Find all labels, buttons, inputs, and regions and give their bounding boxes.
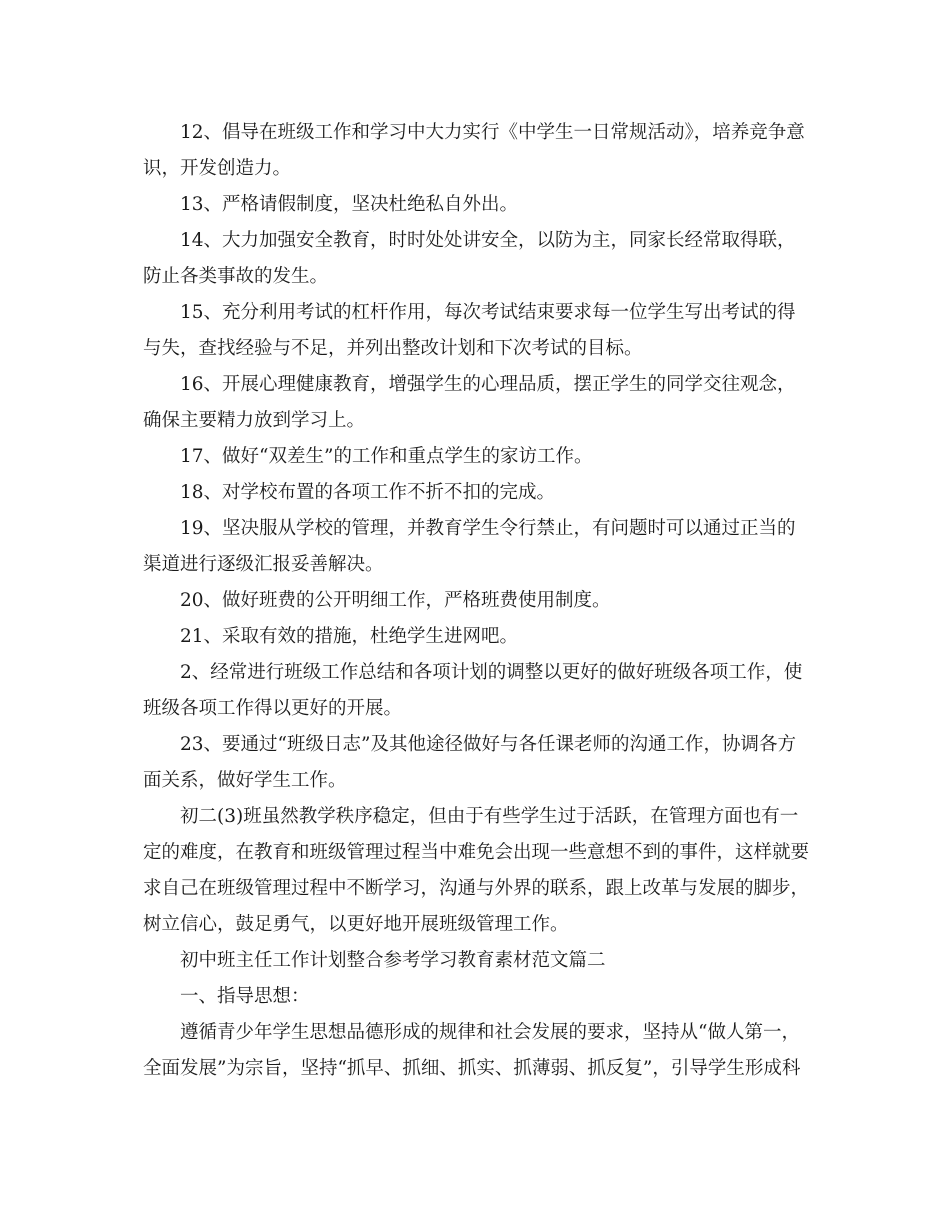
paragraph-item-18: 18、对学校布置的各项工作不折不扣的完成。 [180, 482, 556, 503]
paragraph-guiding-thought: 遵循青少年学生思想品德形成的规律和社会发展的要求，坚持从“做人第一，全面发展”为宗旨，坚持“抓早、抓细、抓实、抓薄弱、抓反复”，引导学生形成科 [143, 1022, 801, 1079]
document-body [143, 115, 809, 1087]
paragraph-item-14: 14、大力加强安全教育，时时处处讲安全，以防为主，同家长经常取得联，防止各类事故的发生。 [143, 230, 796, 287]
paragraph-item-20: 20、做好班费的公开明细工作，严格班费使用制度。 [180, 590, 611, 611]
paragraph-item-21: 21、采取有效的措施，杜绝学生进网吧。 [180, 626, 519, 647]
section-heading: 一、指导思想： [180, 986, 310, 1007]
paragraph-item-23: 23、要通过“班级日志”及其他途径做好与各任课老师的沟通工作，协调各方面关系，做好学生工作。 [143, 734, 796, 791]
paragraph-item-17: 17、做好“双差生”的工作和重点学生的家访工作。 [180, 446, 593, 467]
section-title: 初中班主任工作计划整合参考学习教育素材范文篇二 [180, 950, 606, 971]
paragraph-summary: 初二(3)班虽然教学秩序稳定，但由于有些学生过于活跃，在管理方面也有一定的难度，在教育和班级管理过程当中难免会出现一些意想不到的事件，这样就要求自己在班级管理过程中不断学习，沟通与外界的联系，跟上改革与发展的脚步，树立信心，鼓足勇气，以更好地开展班级管理工作。 [143, 806, 810, 935]
paragraph-item-16: 16、开展心理健康教育，增强学生的心理品质，摆正学生的同学交往观念，确保主要精力放到学习上。 [143, 374, 796, 431]
paragraph-item-2: 2、经常进行班级工作总结和各项计划的调整以更好的做好班级各项工作，使班级各项工作得以更好的开展。 [143, 662, 803, 719]
paragraph-item-12: 12、倡导在班级工作和学习中大力实行《中学生一日常规活动》，培养竞争意识，开发创造力。 [143, 122, 805, 179]
paragraph-item-15: 15、充分利用考试的杠杆作用，每次考试结束要求每一位学生写出考试的得与失，查找经验与不足，并列出整改计划和下次考试的目标。 [143, 302, 796, 359]
paragraph-item-19: 19、坚决服从学校的管理，并教育学生令行禁止，有问题时可以通过正当的渠道进行逐级汇报妥善解决。 [143, 518, 796, 575]
paragraph-item-13: 13、严格请假制度，坚决杜绝私自外出。 [180, 194, 519, 215]
